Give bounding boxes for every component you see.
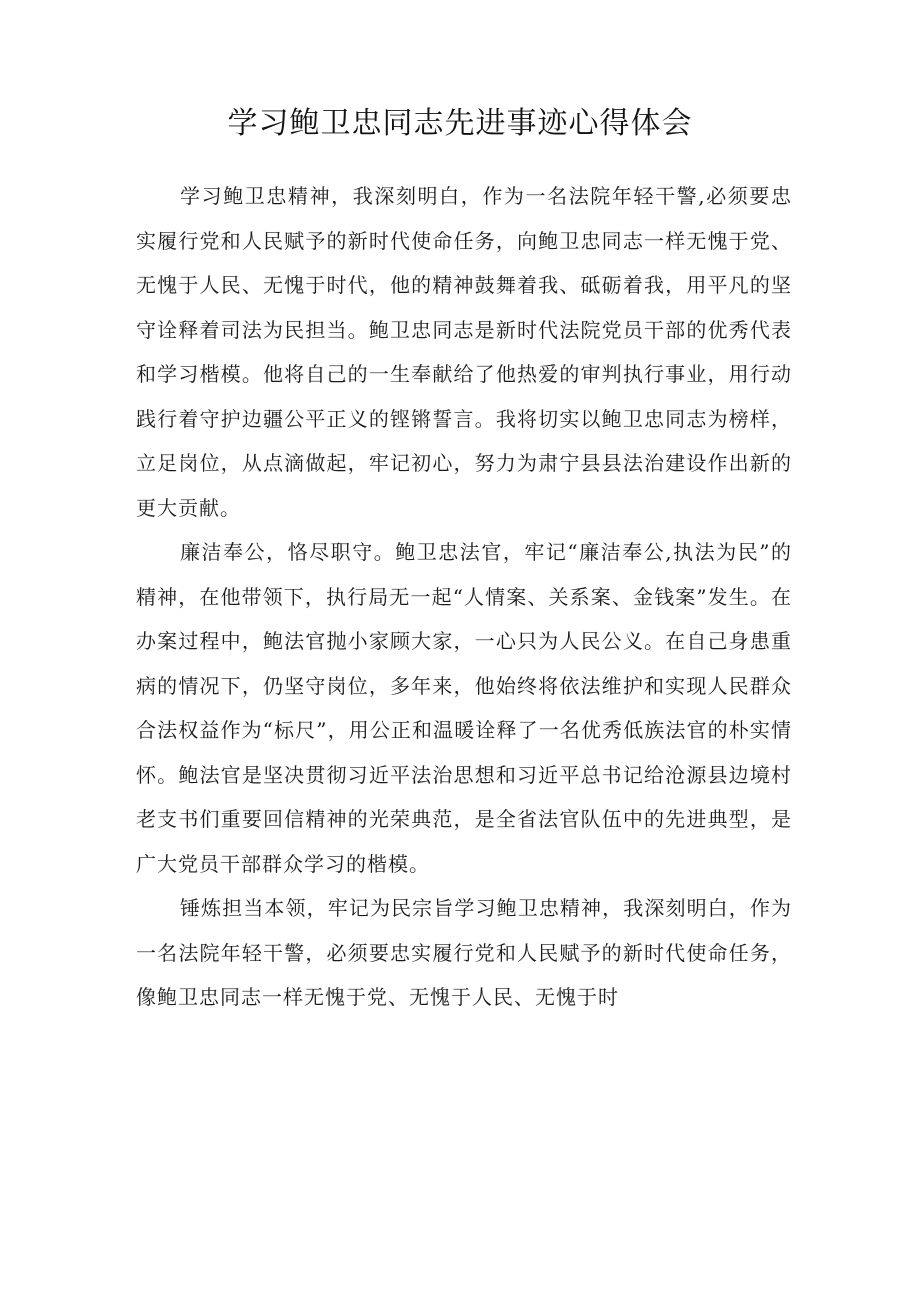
paragraph-3: 锤炼担当本领，牢记为民宗旨学习鲍卫忠精神，我深刻明白，作为一名法院年轻干警，必须要忠实履行党和人民赋予的新时代使命任务，像鲍卫忠同志一样无愧于党、无愧于人民、无愧于时 bbox=[136, 896, 792, 1009]
document-title: 学习鲍卫忠同志先进事迹心得体会 bbox=[227, 106, 693, 141]
document-body bbox=[136, 174, 792, 1020]
paragraph-2: 廉洁奉公，恪尽职守。鲍卫忠法官，牢记“廉洁奉公,执法为民”的精神，在他带领下，执行局无一起“人情案、关系案、金钱案”发生。在办案过程中，鲍法官抛小家顾大家，一心只为人民公义。在自己身患重病的情况下，仍坚守岗位，多年来，他始终将依法维护和实现人民群众合法权益作为“标尺”，用公正和温暖诠释了一名优秀低族法官的朴实情怀。鲍法官是坚决贯彻习近平法治思想和习近平总书记给沧源县边境村老支书们重要回信精神的光荣典范，是全省法官队伍中的先进典型，是广大党员干部群众学习的楷模。 bbox=[136, 540, 792, 876]
paragraph-1: 学习鲍卫忠精神，我深刻明白，作为一名法院年轻干警,必须要忠实履行党和人民赋予的新时代使命任务，向鲍卫忠同志一样无愧于党、无愧于人民、无愧于时代，他的精神鼓舞着我、砥砺着我，用平凡的坚守诠释着司法为民担当。鲍卫忠同志是新时代法院党员干部的优秀代表和学习楷模。他将自己的一生奉献给了他热爱的审判执行事业，用行动践行着守护边疆公平正义的铿锵誓言。我将切实以鲍卫忠同志为榜样，立足岗位，从点滴做起，牢记初心，努力为肃宁县县法治建设作出新的更大贡献。 bbox=[136, 184, 792, 520]
